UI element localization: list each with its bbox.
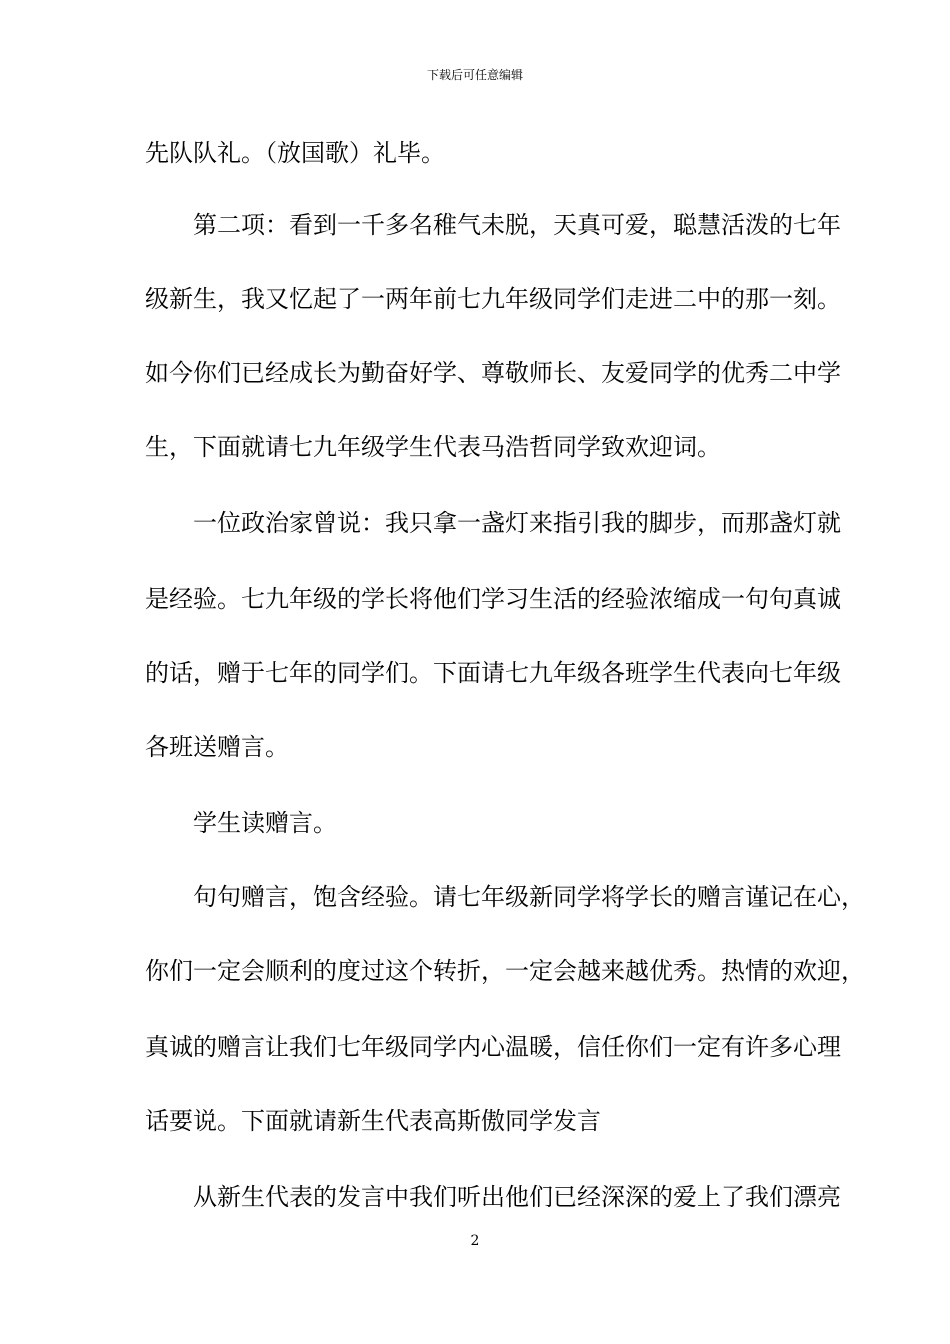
page-number: 2 xyxy=(470,1233,480,1249)
body-line-1: 先队队礼。（放国歌）礼毕。 xyxy=(145,139,445,167)
body-line-9: 各班送赠言。 xyxy=(145,733,289,761)
body-line-4: 如今你们已经成长为勤奋好学、尊敬师长、友爱同学的优秀二中学 xyxy=(145,359,841,387)
body-line-6: 一位政治家曾说：我只拿一盏灯来指引我的脚步，而那盏灯就 xyxy=(193,509,841,537)
body-line-3: 级新生，我又忆起了一两年前七九年级同学们走进二中的那一刻。 xyxy=(145,285,841,313)
body-line-10: 学生读赠言。 xyxy=(193,809,337,837)
body-line-5: 生，下面就请七九年级学生代表马浩哲同学致欢迎词。 xyxy=(145,433,721,461)
body-line-2: 第二项：看到一千多名稚气未脱，天真可爱，聪慧活泼的七年 xyxy=(193,211,841,239)
body-line-11: 句句赠言，饱含经验。请七年级新同学将学长的赠言谨记在心， xyxy=(193,883,865,911)
body-line-7: 是经验。七九年级的学长将他们学习生活的经验浓缩成一句句真诚 xyxy=(145,585,841,613)
body-line-14: 话要说。下面就请新生代表高斯傲同学发言 xyxy=(145,1107,601,1135)
body-line-8: 的话，赠于七年的同学们。下面请七九年级各班学生代表向七年级 xyxy=(145,659,841,687)
page-header: 下载后可任意编辑 xyxy=(426,68,523,82)
body-line-15: 从新生代表的发言中我们听出他们已经深深的爱上了我们漂亮 xyxy=(193,1183,841,1211)
body-line-13: 真诚的赠言让我们七年级同学内心温暖，信任你们一定有许多心理 xyxy=(145,1033,841,1061)
body-line-12: 你们一定会顺利的度过这个转折，一定会越来越优秀。热情的欢迎， xyxy=(145,957,865,985)
